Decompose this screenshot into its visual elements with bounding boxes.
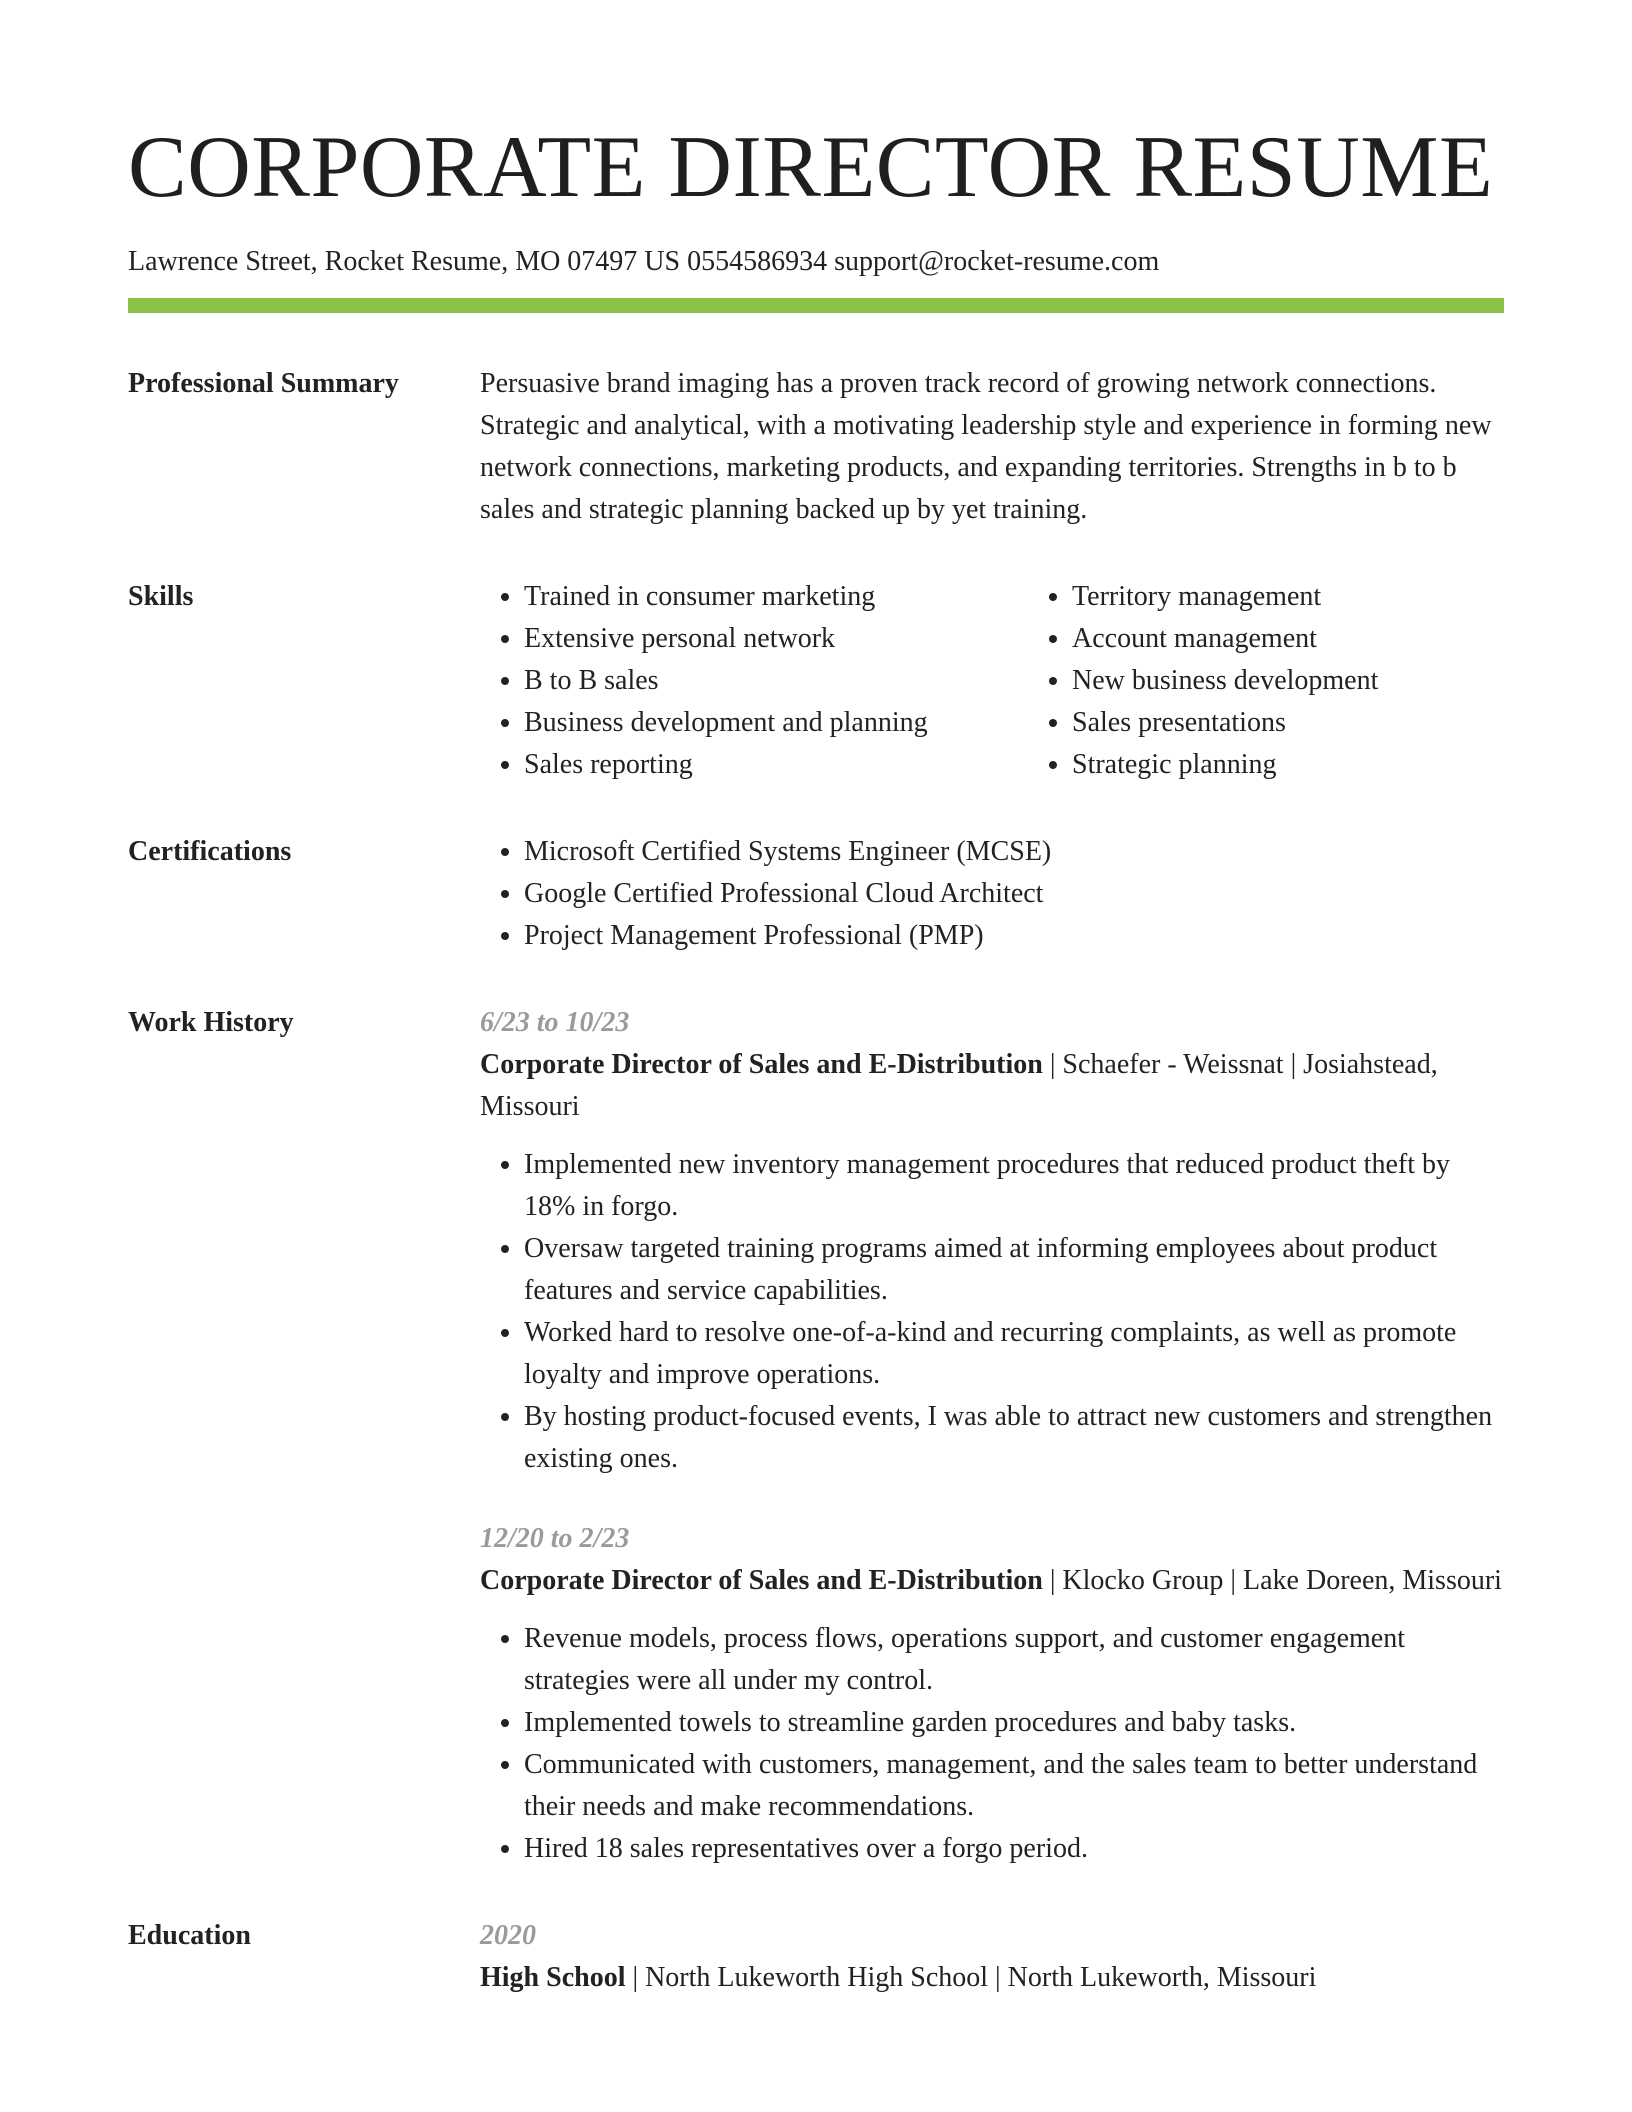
list-item: • Project Management Professional (PMP)	[524, 915, 1504, 957]
accent-divider	[128, 298, 1504, 313]
contact-phone: 0554586934	[687, 246, 828, 277]
job-entry	[480, 1002, 1504, 1480]
education-degree: High School	[480, 1962, 626, 1993]
education-details: | North Lukeworth High School | North Lukeworth, Missouri	[625, 1962, 1317, 1993]
section-heading: Skills	[128, 581, 194, 612]
contact-email: support@rocket-resume.com	[834, 246, 1160, 277]
list-item: • Trained in consumer marketing	[524, 576, 1028, 618]
section-heading: Certifications	[128, 836, 292, 867]
section-heading: Work History	[128, 1007, 294, 1038]
education-section	[128, 1915, 1504, 1999]
job-bullets	[480, 1144, 1504, 1480]
skills-list-left	[480, 576, 1028, 786]
list-item: • Microsoft Certified Systems Engineer (MCSE)	[524, 831, 1504, 873]
list-item: • B to B sales	[524, 660, 1028, 702]
list-item: • Territory management	[1072, 576, 1378, 618]
contact-line	[128, 244, 1504, 280]
job-header	[480, 1560, 1504, 1602]
skills-list-right	[1028, 576, 1378, 786]
section-heading: Education	[128, 1920, 251, 1951]
certifications-list	[480, 831, 1504, 957]
certifications-section	[128, 831, 1504, 957]
list-item: • Communicated with customers, management, and the sales team to better understand their needs and make recommendations.	[524, 1744, 1504, 1828]
section-content	[480, 1915, 1504, 1999]
list-item: • Worked hard to resolve one-of-a-kind and recurring complaints, as well as promote loyalty and improve operations.	[524, 1312, 1504, 1396]
job-details: | Schaefer - Weissnat | Josiahstead, Missouri	[480, 1049, 1438, 1122]
list-item: • Business development and planning	[524, 702, 1028, 744]
education-year: 2020	[480, 1920, 536, 1951]
job-title: Corporate Director of Sales and E-Distribution	[480, 1049, 1043, 1080]
job-details: | Klocko Group | Lake Doreen, Missouri	[1042, 1565, 1502, 1596]
list-item: • Implemented new inventory management procedures that reduced product theft by 18% in forgo.	[524, 1144, 1504, 1228]
education-entry	[480, 1957, 1504, 1999]
summary-section	[128, 363, 1504, 531]
job-title: Corporate Director of Sales and E-Distribution	[480, 1565, 1043, 1596]
skills-section	[128, 576, 1504, 786]
job-dates: 6/23 to 10/23	[480, 1007, 630, 1038]
list-item: • Revenue models, process flows, operations support, and customer engagement strategies were all under my control.	[524, 1618, 1504, 1702]
job-bullets	[480, 1618, 1504, 1870]
section-heading: Professional Summary	[128, 368, 399, 399]
section-content	[480, 363, 1504, 531]
list-item: • Account management	[1072, 618, 1378, 660]
list-item: • By hosting product-focused events, I was able to attract new customers and strengthen existing ones.	[524, 1396, 1504, 1480]
list-item: • Sales presentations	[1072, 702, 1378, 744]
job-dates: 12/20 to 2/23	[480, 1523, 630, 1554]
list-item: • Strategic planning	[1072, 744, 1378, 786]
list-item: • Extensive personal network	[524, 618, 1028, 660]
skills-columns	[480, 576, 1504, 786]
list-item: • Hired 18 sales representatives over a forgo period.	[524, 1828, 1504, 1870]
work-history-section	[128, 1002, 1504, 1870]
list-item: • Sales reporting	[524, 744, 1028, 786]
job-entry	[480, 1518, 1504, 1870]
section-content	[480, 831, 1504, 957]
list-item: • Oversaw targeted training programs aimed at informing employees about product features and service capabilities.	[524, 1228, 1504, 1312]
list-item: • New business development	[1072, 660, 1378, 702]
job-header	[480, 1044, 1504, 1128]
contact-address: Lawrence Street, Rocket Resume, MO 07497 US	[128, 246, 681, 277]
list-item: • Google Certified Professional Cloud Architect	[524, 873, 1504, 915]
list-item: • Implemented towels to streamline garden procedures and baby tasks.	[524, 1702, 1504, 1744]
resume-page	[128, 0, 1504, 1999]
resume-title: CORPORATE DIRECTOR RESUME	[128, 119, 1494, 216]
section-content	[480, 1002, 1504, 1870]
summary-text: Persuasive brand imaging has a proven track record of growing network connections. Strategic and analytical, with a motivating leadership style and experience in forming new network connections, marketing products, and expanding territories. Strengths in b to b sales and strategic planning backed up by yet training.	[480, 368, 1492, 525]
